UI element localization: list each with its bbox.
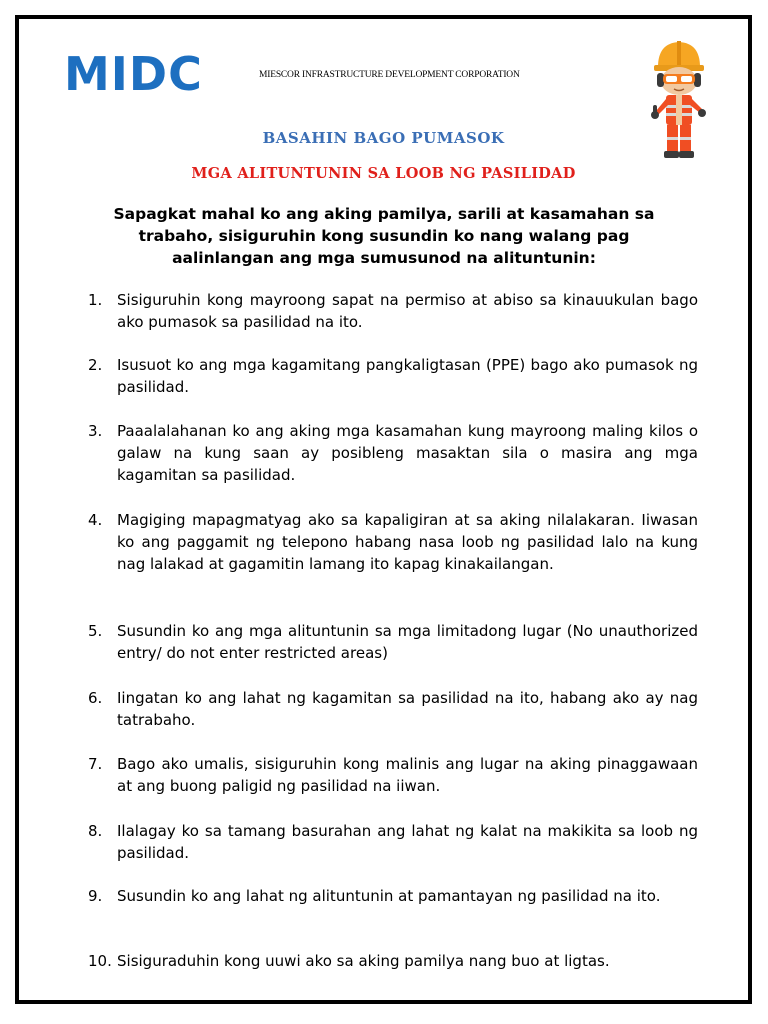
rule-item [88, 820, 698, 864]
rule-text: Iingatan ko ang lahat ng kagamitan sa pasilidad na ito, habang ako ay nag tatrabaho. [117, 689, 698, 729]
rule-number: 5. [88, 622, 103, 640]
read-before-entering-heading: BASAHIN BAGO PUMASOK [262, 129, 505, 147]
poster-frame [15, 15, 752, 1004]
rule-item [88, 885, 698, 907]
rule-text: Sisiguraduhin kong uuwi ako sa aking pamilya nang buo at ligtas. [117, 952, 610, 970]
rule-number: 3. [88, 422, 103, 440]
rule-item [88, 509, 698, 575]
rule-item [88, 753, 698, 797]
rule-text: Susundin ko ang mga alituntunin sa mga limitadong lugar (No unauthorized entry/ do not enter restricted areas) [117, 622, 698, 662]
rule-text: Susundin ko ang lahat ng alituntunin at pamantayan ng pasilidad na ito. [117, 887, 661, 905]
rule-item [88, 687, 698, 731]
rule-text: Ilalagay ko sa tamang basurahan ang lahat ng kalat na makikita sa loob ng pasilidad. [117, 822, 698, 862]
rule-number: 8. [88, 822, 103, 840]
company-name: MIESCOR INFRASTRUCTURE DEVELOPMENT CORPORATION [259, 70, 520, 80]
rule-text: Bago ako umalis, sisiguruhin kong malinis ang lugar na aking pinaggawaan at ang buong paligid ng pasilidad na iiwan. [117, 755, 698, 795]
intro-pledge: Sapagkat mahal ko ang aking pamilya, sarili at kasamahan sa trabaho, sisiguruhin kong susundin ko nang walang pag aalinlangan ang mga sumusunod na alituntunin: [113, 205, 655, 267]
facility-rules-heading: MGA ALITUNTUNIN SA LOOB NG PASILIDAD [191, 165, 576, 182]
rule-item [88, 950, 698, 972]
rule-number: 10. [88, 952, 112, 970]
rule-number: 6. [88, 689, 103, 707]
rule-text: Isusuot ko ang mga kagamitang pangkaligtasan (PPE) bago ako pumasok ng pasilidad. [117, 356, 698, 396]
rule-text: Magiging mapagmatyag ako sa kapaligiran at sa aking nilalakaran. Iiwasan ko ang paggamit ng telepono habang nasa loob ng pasilidad lalo na kung nag lalakad at gagamitin lamang ito kapag kinakailangan. [117, 511, 698, 573]
rule-item [88, 354, 698, 398]
rule-number: 1. [88, 291, 103, 309]
rule-number: 7. [88, 755, 103, 773]
rule-text: Sisiguruhin kong mayroong sapat na permiso at abiso sa kinauukulan bago ako pumasok sa pasilidad na ito. [117, 291, 698, 331]
rule-item [88, 620, 698, 664]
midc-logo: MIDC [64, 47, 203, 101]
rule-number: 4. [88, 511, 103, 529]
rule-number: 2. [88, 356, 103, 374]
rule-item [88, 289, 698, 333]
rule-item [88, 420, 698, 486]
rule-text: Paaalalahanan ko ang aking mga kasamahan kung mayroong maling kilos o galaw na kung saan ay posibleng masaktan sila o masira ang mga kagamitan sa pasilidad. [117, 422, 698, 484]
rule-number: 9. [88, 887, 103, 905]
